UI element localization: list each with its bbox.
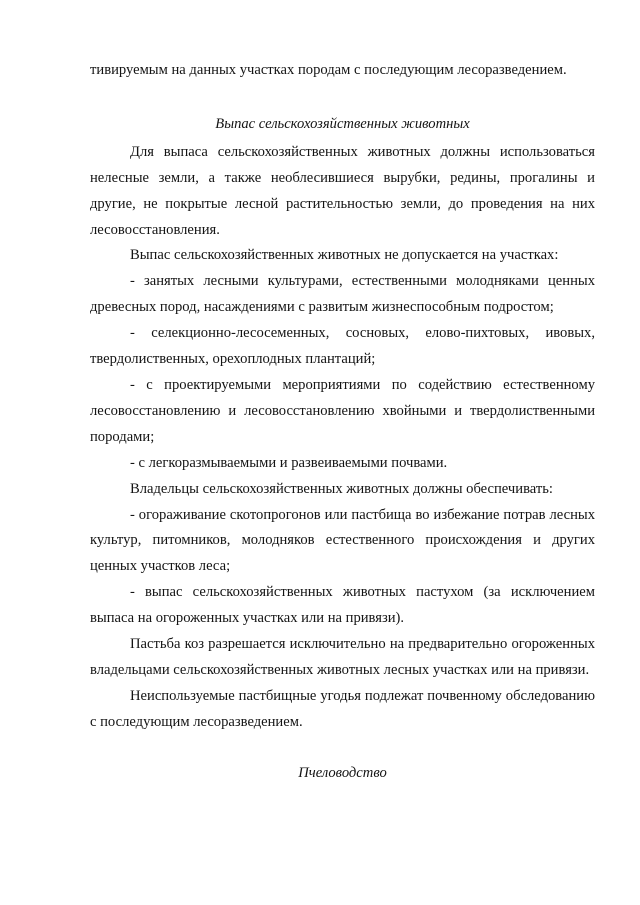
intro-continuation: тивируемым на данных участках породам с последующим лесоразведением.	[90, 62, 567, 78]
paragraph-lands: Для выпаса сельскохозяйственных животных должны использоваться нелесные земли, а также необлесившиеся вырубки, редины, прогалины и другие, не покрытые лесной растительностью земли, до проведения на них лесовосстановления.	[90, 143, 595, 238]
bullet-soils: - с легкоразмываемыми и развеиваемыми почвами.	[130, 454, 448, 471]
spacer	[90, 84, 595, 112]
section-heading-grazing: Выпас сельскохозяйственных животных	[215, 115, 470, 132]
bullet-projected: - с проектируемыми мероприятиями по содействию естественному лесовосстановлению и лесовосстановлению хвойными и твердолиственными породами;	[90, 376, 595, 445]
spacer	[90, 736, 595, 761]
section-heading-beekeeping: Пчеловодство	[298, 764, 387, 781]
bullet-fencing: - огораживание скотопрогонов или пастбища во избежание потрав лесных культур, питомников, молодняков естественного происхождения и других ценных участков леса;	[90, 506, 595, 575]
bullet-shepherd: - выпас сельскохозяйственных животных пастухом (за исключением выпаса на огороженных участках или на привязи).	[90, 584, 595, 627]
paragraph-goats: Пастьба коз разрешается исключительно на предварительно огороженных владельцами сельскохозяйственных животных лесных участках или на привязи.	[90, 636, 595, 678]
paragraph-unused: Неиспользуемые пастбищные угодья подлежат почвенному обследованию с последующим лесоразведением.	[90, 687, 595, 730]
paragraph-not-allowed: Выпас сельскохозяйственных животных не допускается на участках:	[130, 247, 559, 264]
document-page	[90, 58, 595, 787]
bullet-plantations: - селекционно-лесосеменных, сосновых, елово-пихтовых, ивовых, твердолиственных, орехоплодных плантаций;	[90, 325, 595, 368]
paragraph-owners: Владельцы сельскохозяйственных животных должны обеспечивать:	[130, 480, 553, 497]
bullet-cultures: - занятых лесными культурами, естественными молодняками ценных древесных пород, насаждениями с развитым жизнеспособным подростом;	[90, 273, 595, 316]
